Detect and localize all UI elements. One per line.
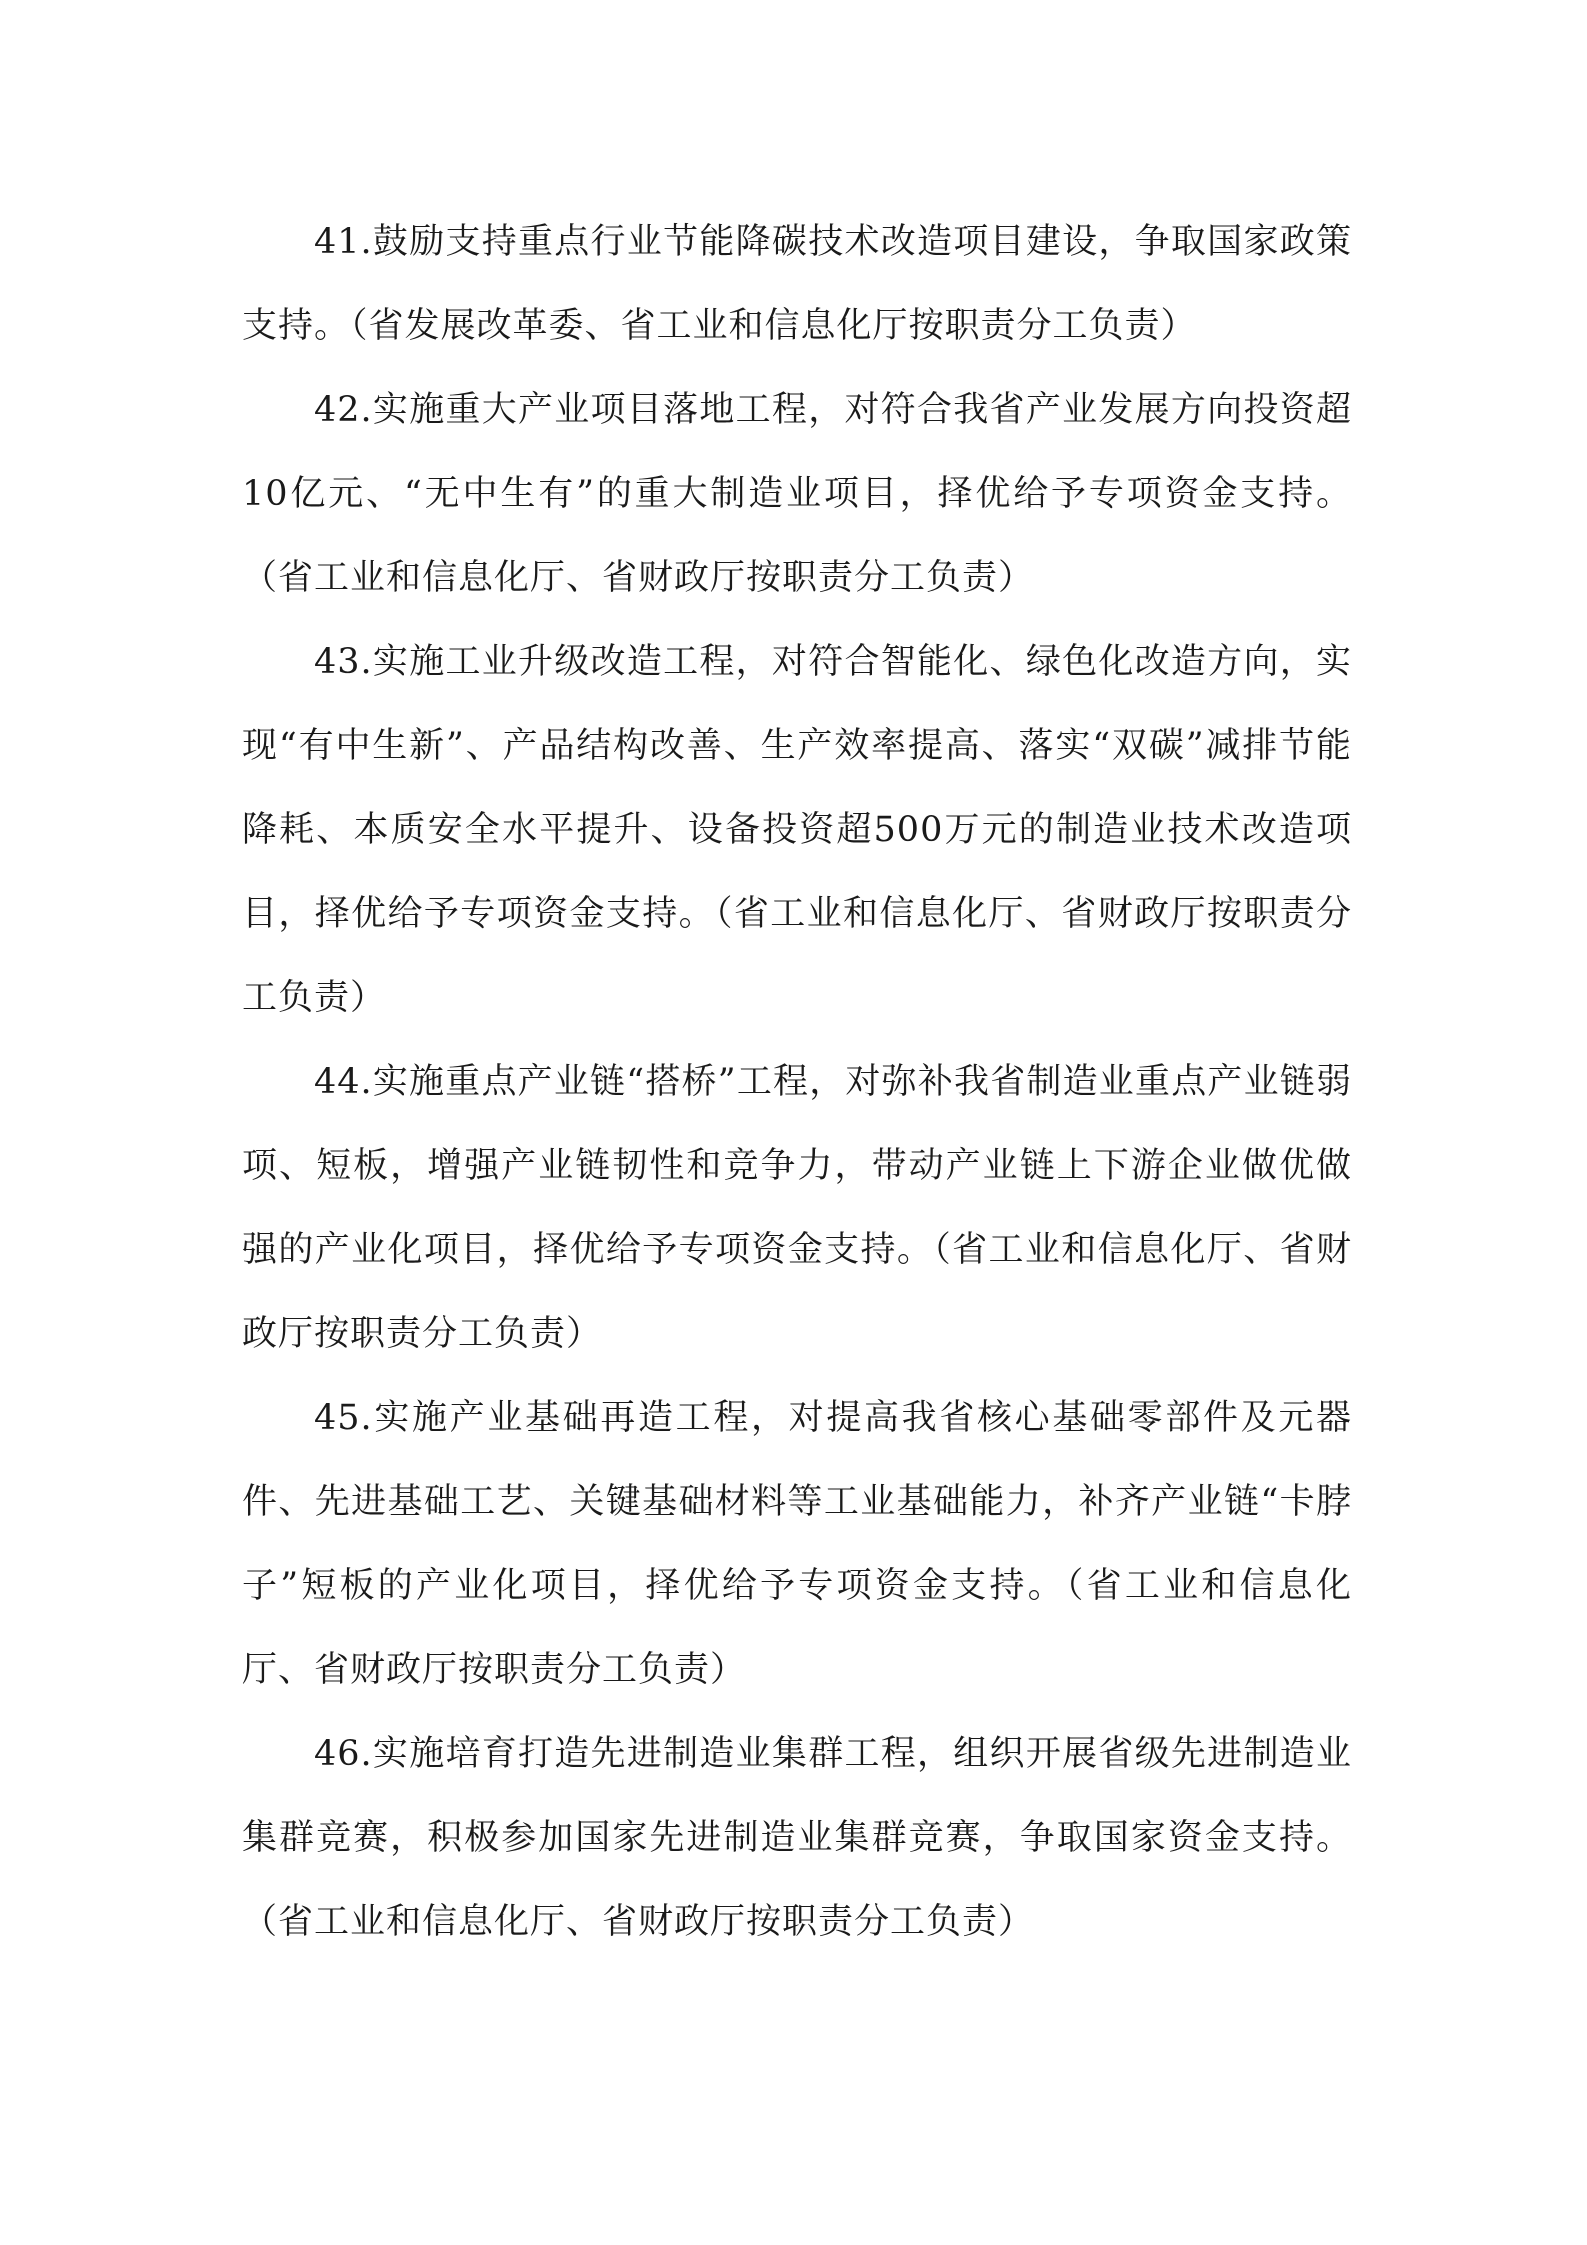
- policy-item-43: 43.实施工业升级改造工程，对符合智能化、绿色化改造方向，实现“有中生新”、产品结构改善、生产效率提高、落实“双碳”减排节能降耗、本质安全水平提升、设备投资超500万元的制造业技术改造项目，择优给予专项资金支持。（省工业和信息化厅、省财政厅按职责分工负责）: [242, 642, 1352, 1018]
- policy-item-44: 44.实施重点产业链“搭桥”工程，对弥补我省制造业重点产业链弱项、短板，增强产业链韧性和竞争力，带动产业链上下游企业做优做强的产业化项目，择优给予专项资金支持。（省工业和信息化厅、省财政厅按职责分工负责）: [242, 1062, 1352, 1354]
- policy-item-41: 41.鼓励支持重点行业节能降碳技术改造项目建设，争取国家政策支持。（省发展改革委、省工业和信息化厅按职责分工负责）: [242, 222, 1352, 346]
- document-body: [242, 200, 1352, 1964]
- policy-item-46: 46.实施培育打造先进制造业集群工程，组织开展省级先进制造业集群竞赛，积极参加国家先进制造业集群竞赛，争取国家资金支持。（省工业和信息化厅、省财政厅按职责分工负责）: [242, 1734, 1352, 1942]
- policy-item-45: 45.实施产业基础再造工程，对提高我省核心基础零部件及元器件、先进基础工艺、关键基础材料等工业基础能力，补齐产业链“卡脖子”短板的产业化项目，择优给予专项资金支持。（省工业和信息化厅、省财政厅按职责分工负责）: [242, 1398, 1352, 1690]
- policy-item-42: 42.实施重大产业项目落地工程，对符合我省产业发展方向投资超10亿元、“无中生有”的重大制造业项目，择优给予专项资金支持。（省工业和信息化厅、省财政厅按职责分工负责）: [242, 390, 1352, 598]
